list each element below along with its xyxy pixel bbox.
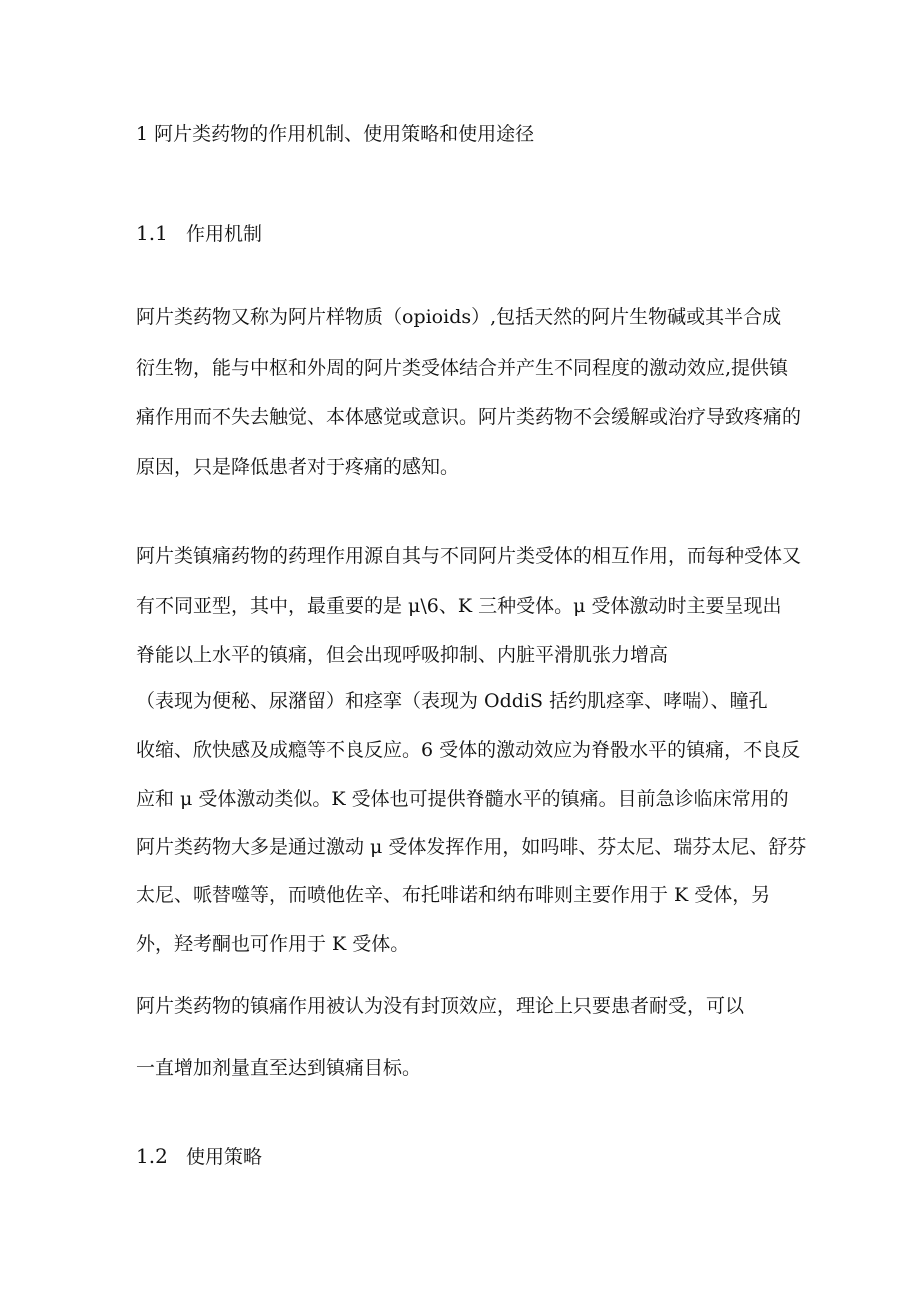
paragraph-line: 阿片类药物又称为阿片样物质（opioids）,包括天然的阿片生物碱或其半合成 xyxy=(136,306,782,328)
paragraph-line: 太尼、哌替噬等，而喷他佐辛、布托啡诺和纳布啡则主要作用于 K 受体，另 xyxy=(136,884,771,906)
paragraph-line: 原因，只是降低患者对于疼痛的感知。 xyxy=(136,456,460,478)
paragraph-line: 衍生物，能与中枢和外周的阿片类受体结合并产生不同程度的激动效应,提供镇 xyxy=(136,357,789,379)
paragraph-line: 应和 μ 受体激动类似。K 受体也可提供脊髓水平的镇痛。目前急诊临床常用的 xyxy=(136,788,789,810)
paragraph-line: 阿片类药物的镇痛作用被认为没有封顶效应，理论上只要患者耐受，可以 xyxy=(136,995,745,1017)
paragraph-line: 阿片类镇痛药物的药理作用源自其与不同阿片类受体的相互作用，而每种受体又 xyxy=(136,545,802,567)
chapter-heading: 1 阿片类药物的作用机制、使用策略和使用途径 xyxy=(136,123,535,145)
paragraph-line: 收缩、欣快感及成瘾等不良反应。6 受体的激动效应为脊骰水平的镇痛，不良反 xyxy=(136,739,801,761)
section-number: 1.1 xyxy=(136,221,168,245)
paragraph-line: 阿片类药物大多是通过激动 μ 受体发挥作用，如吗啡、芬太尼、瑞芬太尼、舒芬 xyxy=(136,836,807,858)
paragraph-line: 外，羟考酮也可作用于 K 受体。 xyxy=(136,933,410,955)
paragraph-line: 一直增加剂量直至达到镇痛目标。 xyxy=(136,1057,422,1079)
paragraph-line: 痛作用而不失去触觉、本体感觉或意识。阿片类药物不会缓解或治疗导致疼痛的 xyxy=(136,406,802,428)
section-heading-1-1 xyxy=(136,221,262,246)
section-number: 1.2 xyxy=(136,1144,168,1168)
section-heading-1-2 xyxy=(136,1144,262,1169)
paragraph-line: 有不同亚型，其中，最重要的是 μ\6、K 三种受体。μ 受体激动时主要呈现出 xyxy=(136,595,782,617)
paragraph-line: （表现为便秘、尿潴留）和痉挛（表现为 OddiS 括约肌痉挛、哮喘）、瞳孔 xyxy=(136,690,768,712)
paragraph-line: 脊能以上水平的镇痛，但会出现呼吸抑制、内脏平滑肌张力增高 xyxy=(136,644,669,666)
section-title: 作用机制 xyxy=(186,223,263,245)
section-title: 使用策略 xyxy=(186,1146,263,1168)
